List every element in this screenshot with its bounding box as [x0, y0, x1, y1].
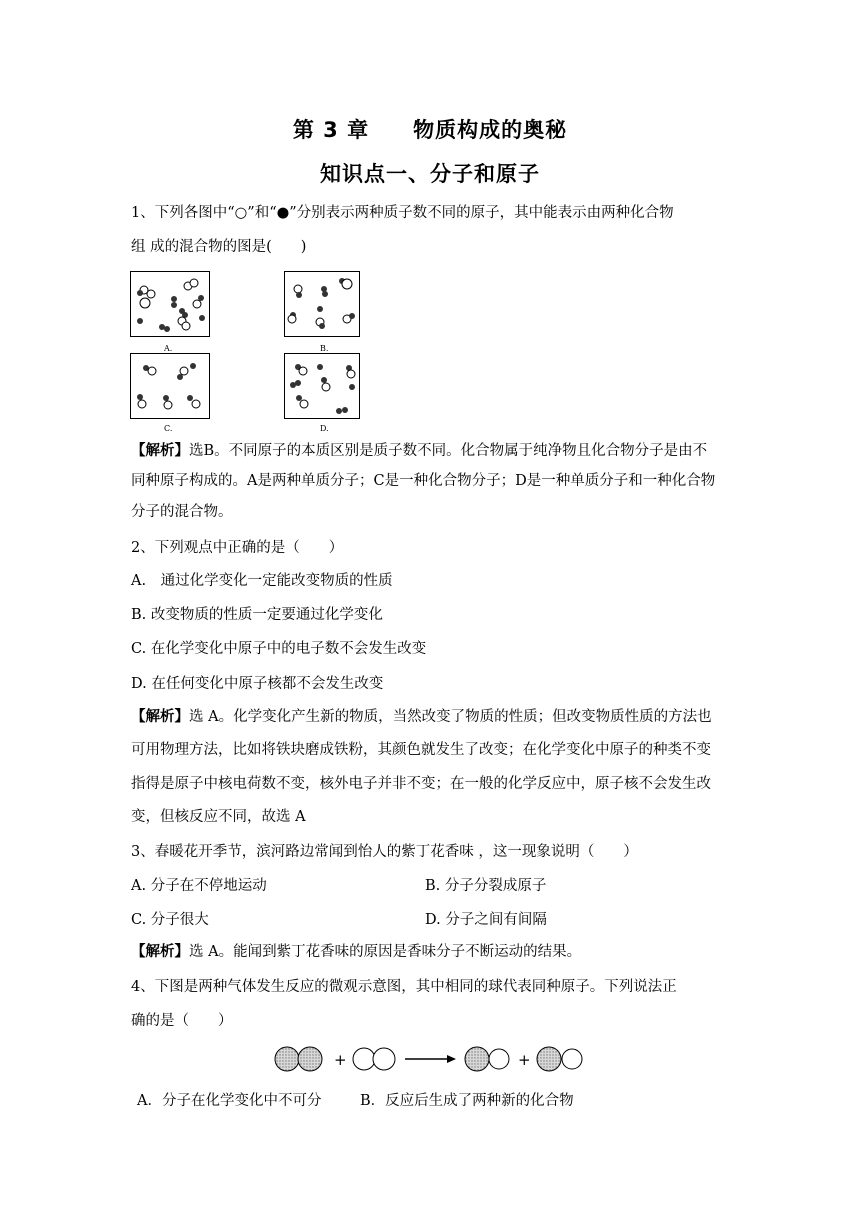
q2-analysis-label: 【解析】	[131, 708, 189, 725]
q4-option-b: B．反应后生成了两种新的化合物	[360, 1093, 574, 1109]
q3-analysis	[131, 942, 581, 962]
q3-option-b: B. 分子分裂成原子	[425, 878, 547, 894]
q1-analysis-label: 【解析】	[131, 442, 189, 459]
q2-option-d: D. 在任何变化中原子核都不会发生改变	[131, 676, 384, 692]
chapter-title: 第 3 章 物质构成的奥秘	[292, 118, 568, 142]
q4-stem-line1: 4、下图是两种气体发生反应的微观示意图，其中相同的球代表同种原子。下列说法正	[131, 979, 677, 995]
q2-analysis-line1	[131, 707, 712, 727]
q1-stem-line1: 1、下列各图中“○”和“●”分别表示两种质子数不同的原子，其中能表示由两种化合物	[131, 205, 674, 221]
q2-analysis-text: 选 A。化学变化产生新的物质，当然改变了物质的性质；但改变物质性质的方法也	[189, 709, 712, 725]
q1-analysis-line2: 同种原子构成的。A是两种单质分子；C是一种化合物分子；D是一种单质分子和一种化合物	[131, 473, 716, 489]
q4-option-a: A．分子在化学变化中不可分	[137, 1093, 322, 1109]
q2-analysis-line2: 可用物理方法，比如将铁块磨成铁粉，其颜色就发生了改变；在化学变化中原子的种类不变	[131, 742, 711, 758]
q1-figure-c	[130, 353, 210, 423]
q1-option-d-label: D.	[320, 424, 329, 433]
q1-figure-d	[284, 353, 364, 423]
q4-plus-1: +	[334, 1051, 347, 1069]
q1-option-c-label: C.	[164, 424, 173, 433]
q3-option-a: A. 分子在不停地运动	[131, 878, 267, 894]
q2-option-b: B. 改变物质的性质一定要通过化学变化	[131, 607, 383, 623]
q4-plus-2: +	[518, 1051, 531, 1069]
q3-analysis-text: 选 A。能闻到紫丁花香味的原因是香味分子不断运动的结果。	[189, 944, 582, 960]
q1-option-a-label: A.	[164, 344, 173, 353]
q3-option-c: C. 分子很大	[131, 912, 209, 928]
q1-analysis-line3: 分子的混合物。	[131, 504, 233, 520]
q1-analysis-line1	[131, 441, 707, 461]
q1-figure-a	[130, 271, 210, 341]
q3-option-d: D. 分子之间有间隔	[425, 912, 547, 928]
q2-option-a: A. 通过化学变化一定能改变物质的性质	[131, 573, 393, 589]
q4-reaction-diagram	[270, 1042, 590, 1078]
q1-option-b-label: B.	[320, 344, 329, 353]
q1-analysis-text: 选B。不同原子的本质区别是质子数不同。化合物属于纯净物且化合物分子是由不	[189, 443, 708, 459]
q2-option-c: C. 在化学变化中原子中的电子数不会发生改变	[131, 641, 427, 657]
q2-analysis-line4: 变，但核反应不同，故选 A	[131, 809, 306, 825]
q4-stem-line2: 确的是（ ）	[131, 1013, 233, 1029]
q3-stem: 3、春暖花开季节，滨河路边常闻到怡人的紫丁花香味 ，这一现象说明（ ）	[131, 844, 638, 860]
q3-analysis-label: 【解析】	[131, 943, 189, 960]
q2-analysis-line3: 指得是原子中核电荷数不变，核外电子并非不变；在一般的化学反应中，原子核不会发生改	[131, 776, 711, 792]
q1-figure-b	[284, 271, 364, 341]
q2-stem: 2、下列观点中正确的是（ ）	[131, 540, 344, 556]
section-title: 知识点一、分子和原子	[320, 162, 540, 186]
q1-stem-line2: 组 成的混合物的图是( )	[131, 239, 307, 255]
